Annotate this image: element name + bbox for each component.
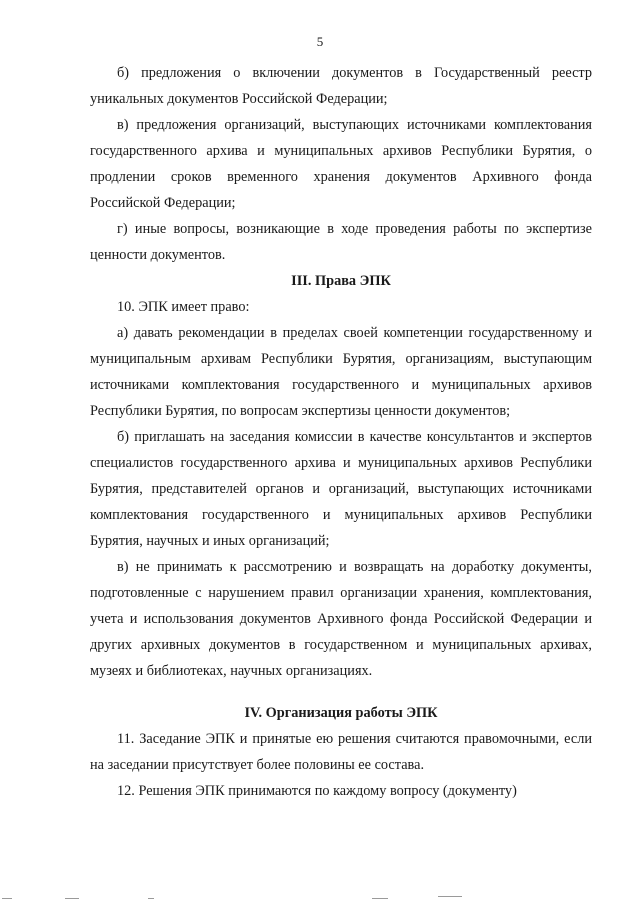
paragraph-12: 12. Решения ЭПК принимаются по каждому вопросу (документу) <box>117 783 517 799</box>
section-heading-organization: IV. Организация работы ЭПК <box>244 705 438 721</box>
section-heading-rights: III. Права ЭПК <box>291 273 391 289</box>
paragraph-v-return: в) не принимать к рассмотрению и возвращать на доработку документы, подготовленные с нарушением правил организации хранения, комплектования, учета и использования документов Архивного фонда Российской Федерации и других архивных документов в государственном и муниципальных архивах, музеях и библиотеках, научных организациях. <box>90 559 592 679</box>
paragraph-b-invite: б) приглашать на заседания комиссии в качестве консультантов и экспертов специалистов государственного архива и муниципальных архивов Республики Бурятия, представителей органов и организаций, выступающих источниками комплектования государственного и муниципальных архивов Республики Бурятия, научных и иных организаций; <box>90 429 592 549</box>
paragraph-10: 10. ЭПК имеет право: <box>117 299 250 315</box>
scan-edge-marks <box>0 892 640 902</box>
paragraph-a-recommendations: а) давать рекомендации в пределах своей компетенции государственному и муниципальным архивам Республики Бурятия, организациям, выступающим источниками комплектования государственного и муниципальных архивов Республики Бурятия, по вопросам экспертизы ценности документов; <box>90 325 592 419</box>
page-number: 5 <box>316 34 324 49</box>
paragraph-v-extension: в) предложения организаций, выступающих источниками комплектования государственного архива и муниципальных архивов Республики Бурятия, о продлении сроков временного хранения документов Архивного фонда Российской Федерации; <box>90 117 592 211</box>
paragraph-g-other-questions: г) иные вопросы, возникающие в ходе проведения работы по экспертизе ценности документов. <box>90 221 592 263</box>
paragraph-b-register: б) предложения о включении документов в Государственный реестр уникальных документов Российской Федерации; <box>90 65 592 107</box>
document-body <box>90 60 592 804</box>
paragraph-11: 11. Заседание ЭПК и принятые ею решения считаются правомочными, если на заседании присутствует более половины ее состава. <box>90 731 592 773</box>
